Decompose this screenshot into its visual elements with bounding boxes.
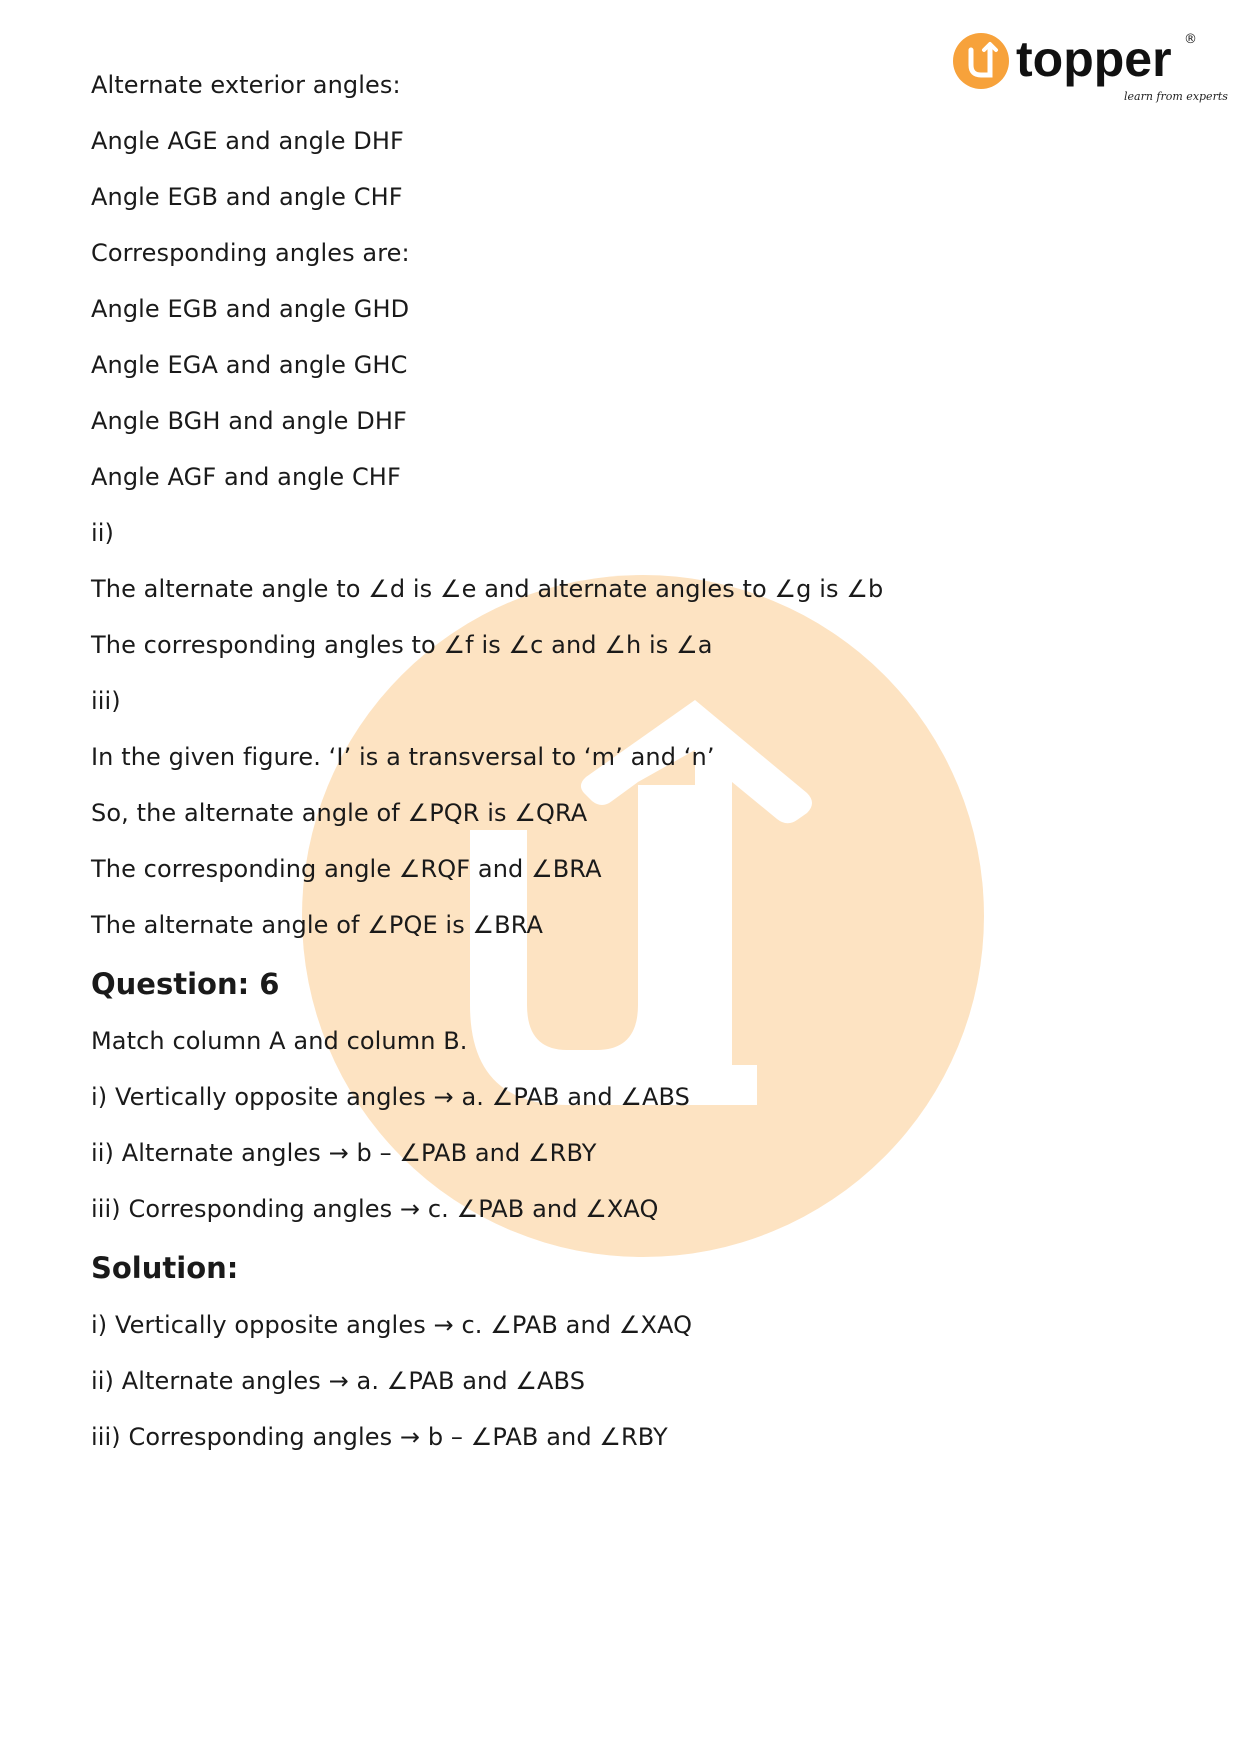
corr-item: Angle AGF and angle CHF [91,463,401,491]
part-ii-line: The alternate angle to ∠d is ∠e and alternate angles to ∠g is ∠b [91,575,884,603]
corr-heading: Corresponding angles are: [91,239,410,267]
alt-ext-heading: Alternate exterior angles: [91,71,401,99]
corr-item: Angle EGB and angle GHD [91,295,410,323]
alt-ext-item: Angle AGE and angle DHF [91,127,404,155]
question-heading: Question: 6 [91,967,280,1001]
part-iii-line: So, the alternate angle of ∠PQR is ∠QRA [91,799,588,827]
logo-wordmark: topper [1016,31,1172,87]
corr-item: Angle BGH and angle DHF [91,407,407,435]
part-iii-line: The corresponding angle ∠RQF and ∠BRA [91,855,602,883]
solution-item: ii) Alternate angles → a. ∠PAB and ∠ABS [91,1367,586,1395]
alt-ext-item: Angle EGB and angle CHF [91,183,403,211]
solution-heading: Solution: [91,1251,239,1285]
question-item: i) Vertically opposite angles → a. ∠PAB and ∠ABS [91,1083,690,1111]
question-prompt: Match column A and column B. [91,1027,468,1055]
part-ii-label: ii) [91,519,114,547]
solution-item: i) Vertically opposite angles → c. ∠PAB and ∠XAQ [91,1311,693,1339]
logo-circle-icon [953,33,1009,89]
question-item: ii) Alternate angles → b – ∠PAB and ∠RBY [91,1139,597,1167]
registered-mark: ® [1184,32,1197,47]
corr-item: Angle EGA and angle GHC [91,351,408,379]
part-iii-line: The alternate angle of ∠PQE is ∠BRA [91,911,544,939]
part-iii-line: In the given figure. ‘I’ is a transversal to ‘m’ and ‘n’ [91,743,715,771]
part-iii-label: iii) [91,687,121,715]
logo-tagline: learn from experts [1124,90,1228,103]
topper-logo [952,28,1228,108]
part-ii-line: The corresponding angles to ∠f is ∠c and ∠h is ∠a [91,631,713,659]
document-body [91,70,1151,1478]
question-item: iii) Corresponding angles → c. ∠PAB and ∠XAQ [91,1195,659,1223]
solution-item: iii) Corresponding angles → b – ∠PAB and ∠RBY [91,1423,668,1451]
